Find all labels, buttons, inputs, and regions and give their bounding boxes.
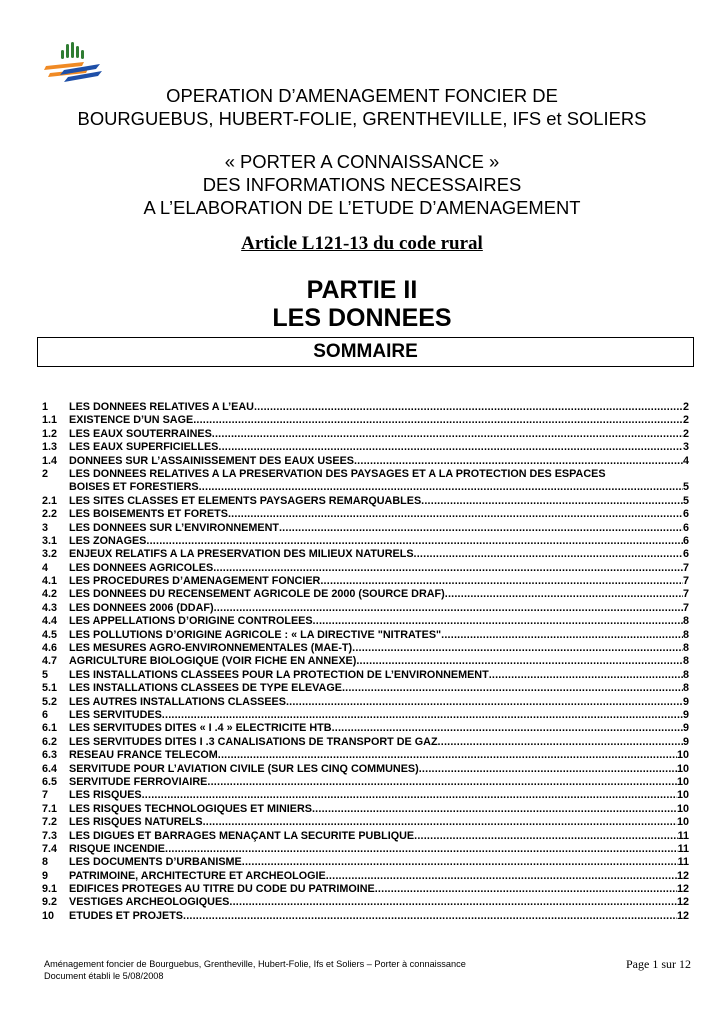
- toc-entry-title: LES INSTALLATIONS CLASSEES DE TYPE ELEVAGE: [69, 682, 342, 695]
- toc-entry-number: 8: [42, 856, 49, 869]
- sommaire-heading: SOMMAIRE: [37, 337, 694, 367]
- toc-entry-title: LES SITES CLASSES ET ELEMENTS PAYSAGERS REMARQUABLES: [69, 494, 422, 507]
- toc-entry-title: LES RISQUES NATURELS: [69, 816, 203, 829]
- footer-text: [44, 958, 466, 982]
- toc-entry-title: LES DONNEES RELATIVES A L’EAU: [69, 401, 254, 413]
- toc-entry-title: SERVITUDE POUR L’AVIATION CIVILE (SUR LES CINQ COMMUNES): [69, 762, 419, 775]
- toc-entry-number: 1: [42, 401, 49, 413]
- toc-entry-page: 7: [682, 601, 689, 614]
- toc-entry-number: 5.2: [42, 695, 58, 708]
- toc-dot-leader: [212, 428, 683, 441]
- toc-entry-number: 1.3: [42, 441, 58, 454]
- toc-entry-page: 8: [682, 668, 689, 681]
- toc-dot-leader: [312, 803, 677, 816]
- toc-entry[interactable]: [42, 455, 689, 468]
- toc-entry-title: RESEAU FRANCE TELECOM: [69, 749, 218, 762]
- toc-entry-page: 11: [677, 829, 689, 842]
- toc-dot-leader: [320, 575, 683, 588]
- toc-entry-number: 6: [42, 708, 49, 721]
- toc-entry-page: 7: [682, 575, 689, 588]
- toc-entry-title: LES POLLUTIONS D’ORIGINE AGRICOLE : « LA DIRECTIVE "NITRATES": [69, 628, 442, 641]
- toc-entry[interactable]: [42, 629, 689, 642]
- toc-entry[interactable]: [42, 441, 689, 454]
- toc-dot-leader: [414, 830, 677, 843]
- toc-entry[interactable]: [42, 575, 689, 588]
- toc-entry-page: 8: [682, 682, 689, 695]
- toc-entry[interactable]: [42, 816, 689, 829]
- toc-entry[interactable]: [42, 870, 689, 883]
- toc-entry-page: 10: [676, 775, 689, 788]
- toc-entry-number: 2.1: [42, 494, 58, 507]
- toc-entry-page: 7: [682, 561, 689, 574]
- toc-entry-title: LES EAUX SOUTERRAINES: [69, 427, 212, 440]
- toc-dot-leader: [218, 441, 683, 454]
- toc-entry-number: 3.2: [42, 548, 58, 561]
- toc-dot-leader: [332, 722, 683, 735]
- toc-entry-number: 1.1: [42, 414, 58, 427]
- toc-entry-page: 9: [682, 735, 689, 748]
- toc-dot-leader: [242, 856, 678, 869]
- toc-entry-page: 9: [682, 708, 689, 721]
- toc-entry-title: LES DONNEES DU RECENSEMENT AGRICOLE DE 2000 (SOURCE DRAF): [69, 588, 445, 601]
- toc-entry[interactable]: [42, 508, 689, 521]
- toc-entry-title: LES DONNEES SUR L’ENVIRONNEMENT: [69, 521, 279, 534]
- toc-entry-title: LES DONNEES 2006 (DDAF): [69, 601, 214, 614]
- toc-entry-page: 5: [682, 481, 689, 494]
- toc-entry-title: LES ZONAGES: [69, 534, 147, 547]
- toc-entry[interactable]: [42, 602, 689, 615]
- toc-entry-title: AGRICULTURE BIOLOGIQUE (VOIR FICHE EN ANNEXE): [69, 655, 357, 668]
- toc-entry-title: VESTIGES ARCHEOLOGIQUES: [69, 896, 230, 909]
- toc-entry-title: BOISES ET FORESTIERS: [69, 481, 199, 494]
- toc-entry[interactable]: [42, 481, 689, 494]
- toc-entry[interactable]: [42, 830, 689, 843]
- toc-entry-number: 4.4: [42, 615, 58, 628]
- toc-entry-title: LES AUTRES INSTALLATIONS CLASSEES: [69, 695, 286, 708]
- toc-entry-number: 6.4: [42, 762, 58, 775]
- toc-entry-number: 7.3: [42, 829, 58, 842]
- toc-entry-title: SERVITUDE FERROVIAIRE: [69, 775, 208, 788]
- toc-entry[interactable]: [42, 414, 689, 427]
- toc-entry-title: LES EAUX SUPERFICIELLES: [69, 441, 219, 454]
- table-of-contents: [42, 401, 689, 923]
- toc-entry-page: 8: [682, 655, 689, 668]
- toc-entry-page: 8: [682, 642, 689, 655]
- toc-entry-title: LES SERVITUDES DITES « I .4 » ELECTRICITE HTB: [69, 722, 332, 735]
- toc-entry[interactable]: [42, 910, 689, 923]
- title-line-2: BOURGUEBUS, HUBERT-FOLIE, GRENTHEVILLE, IFS et SOLIERS: [77, 108, 647, 129]
- toc-entry-number: 4: [42, 561, 49, 574]
- toc-entry-number: 2.2: [42, 508, 58, 521]
- toc-dot-leader: [193, 414, 683, 427]
- toc-entry-title: ENJEUX RELATIFS A LA PRESERVATION DES MILIEUX NATURELS: [69, 548, 414, 561]
- toc-entry-number: 4.1: [42, 575, 58, 588]
- toc-entry-number: 7.1: [42, 802, 58, 815]
- partie-heading: [0, 276, 724, 332]
- toc-dot-leader: [142, 789, 677, 802]
- toc-entry-number: 9: [42, 869, 49, 882]
- toc-entry[interactable]: [42, 535, 689, 548]
- toc-dot-leader: [375, 883, 677, 896]
- toc-dot-leader: [438, 736, 683, 749]
- toc-dot-leader: [146, 535, 683, 548]
- toc-entry-page: 12: [676, 869, 689, 882]
- toc-entry-page: 10: [676, 816, 689, 829]
- toc-entry-title: EDIFICES PROTEGES AU TITRE DU CODE DU PATRIMOINE: [69, 883, 375, 896]
- toc-entry-number: 3: [42, 521, 49, 534]
- toc-entry[interactable]: [42, 776, 689, 789]
- toc-entry-title: LES DONNEES RELATIVES A LA PRESERVATION DES PAYSAGES ET A LA PROTECTION DES ESPACES: [69, 467, 606, 480]
- toc-dot-leader: [326, 870, 677, 883]
- toc-entry[interactable]: [42, 682, 689, 695]
- toc-dot-leader: [286, 696, 683, 709]
- toc-entry-number: 6.5: [42, 775, 58, 788]
- toc-entry-number: 6.1: [42, 722, 58, 735]
- toc-entry-number: 10: [42, 909, 55, 922]
- toc-entry-page: 4: [682, 454, 689, 467]
- toc-entry-page: 2: [682, 427, 689, 440]
- toc-entry-title: LES DIGUES ET BARRAGES MENAÇANT LA SECURITE PUBLIQUE: [69, 829, 415, 842]
- toc-entry-number: 7: [42, 789, 49, 802]
- toc-entry[interactable]: [42, 495, 689, 508]
- toc-entry-number: 7.2: [42, 816, 58, 829]
- toc-entry-title: DONNEES SUR L’ASSAINISSEMENT DES EAUX USEES: [69, 454, 354, 467]
- footer-line-1: Aménagement foncier de Bourguebus, Grentheville, Hubert-Folie, Ifs et Soliers – Porter à connaissance: [44, 959, 466, 969]
- toc-entry-page: 12: [676, 909, 689, 922]
- subtitle-line-1: « PORTER A CONNAISSANCE »: [224, 151, 500, 172]
- toc-entry-number: 2: [42, 467, 49, 480]
- subtitle-line-2: DES INFORMATIONS NECESSAIRES: [202, 174, 522, 195]
- toc-entry[interactable]: [42, 401, 689, 414]
- toc-entry-page: 8: [682, 628, 689, 641]
- regional-logo-icon: [44, 42, 102, 82]
- toc-entry-number: 9.1: [42, 883, 58, 896]
- toc-entry-page: 8: [682, 615, 689, 628]
- toc-entry[interactable]: [42, 763, 689, 776]
- toc-entry-title: LES RISQUES: [69, 789, 142, 802]
- toc-entry-page: 10: [676, 802, 689, 815]
- page-number: Page 1 sur 12: [626, 957, 691, 971]
- toc-entry-number: 1.4: [42, 454, 58, 467]
- toc-entry-page: 12: [676, 896, 689, 909]
- toc-entry-page: 10: [676, 749, 689, 762]
- toc-dot-leader: [203, 816, 677, 829]
- toc-entry-title: LES DOCUMENTS D’URBANISME: [69, 856, 242, 869]
- toc-entry-title: LES INSTALLATIONS CLASSEES POUR LA PROTECTION DE L’ENVIRONNEMENT: [69, 668, 489, 681]
- toc-dot-leader: [356, 655, 683, 668]
- toc-entry-number: 5.1: [42, 682, 58, 695]
- toc-entry-page: 2: [682, 414, 689, 427]
- toc-dot-leader: [342, 682, 683, 695]
- toc-entry[interactable]: [42, 856, 689, 869]
- toc-entry-page: 2: [682, 401, 689, 413]
- toc-dot-leader: [214, 602, 683, 615]
- toc-entry-title: LES MESURES AGRO-ENVIRONNEMENTALES (MAE-T): [69, 642, 353, 655]
- toc-dot-leader: [352, 642, 683, 655]
- toc-dot-leader: [213, 562, 683, 575]
- toc-entry-number: 4.6: [42, 642, 58, 655]
- toc-entry[interactable]: [42, 696, 689, 709]
- toc-entry-title: LES SERVITUDES DITES I .3 CANALISATIONS DE TRANSPORT DE GAZ: [69, 735, 438, 748]
- subtitle-line-3: A L’ELABORATION DE L’ETUDE D’AMENAGEMENT: [143, 197, 581, 218]
- toc-dot-leader: [421, 495, 683, 508]
- toc-dot-leader: [165, 843, 678, 856]
- toc-entry[interactable]: [42, 883, 689, 896]
- toc-entry-number: 1.2: [42, 427, 58, 440]
- toc-entry-title: ETUDES ET PROJETS: [69, 909, 183, 922]
- article-reference: Article L121-13 du code rural: [241, 233, 483, 254]
- toc-entry-page: 10: [676, 789, 689, 802]
- footer-line-2: Document établi le 5/08/2008: [44, 971, 164, 981]
- toc-entry-title: RISQUE INCENDIE: [69, 842, 165, 855]
- toc-dot-leader: [183, 910, 677, 923]
- toc-dot-leader: [445, 588, 683, 601]
- toc-entry-number: 3.1: [42, 534, 58, 547]
- toc-dot-leader: [218, 749, 677, 762]
- toc-entry-title: EXISTENCE D’UN SAGE: [69, 414, 194, 427]
- toc-dot-leader: [414, 548, 683, 561]
- toc-dot-leader: [354, 455, 683, 468]
- toc-dot-leader: [441, 629, 683, 642]
- toc-entry-page: 3: [682, 441, 689, 454]
- toc-entry-number: 5: [42, 668, 49, 681]
- toc-entry-number: 4.5: [42, 628, 58, 641]
- toc-entry-number: 6.3: [42, 749, 58, 762]
- toc-entry[interactable]: [42, 522, 689, 535]
- toc-entry[interactable]: [42, 468, 689, 481]
- toc-entry[interactable]: [42, 655, 689, 668]
- toc-entry-title: LES SERVITUDES: [69, 708, 162, 721]
- toc-entry[interactable]: [42, 736, 689, 749]
- toc-entry-number: 4.7: [42, 655, 58, 668]
- toc-entry-page: 12: [676, 883, 689, 896]
- toc-entry-title: LES RISQUES TECHNOLOGIQUES ET MINIERS: [69, 802, 312, 815]
- toc-entry-page: 9: [682, 722, 689, 735]
- toc-entry-page: 6: [682, 521, 689, 534]
- toc-dot-leader: [229, 896, 677, 909]
- toc-entry[interactable]: [42, 642, 689, 655]
- toc-entry-title: LES DONNEES AGRICOLES: [69, 561, 214, 574]
- toc-entry[interactable]: [42, 709, 689, 722]
- toc-entry-page: 11: [677, 856, 689, 869]
- toc-entry-page: 9: [682, 695, 689, 708]
- toc-entry-page: 5: [682, 494, 689, 507]
- toc-entry[interactable]: [42, 749, 689, 762]
- toc-dot-leader: [162, 709, 683, 722]
- toc-entry[interactable]: [42, 843, 689, 856]
- toc-entry-number: 4.2: [42, 588, 58, 601]
- toc-entry[interactable]: [42, 896, 689, 909]
- toc-entry-page: 6: [682, 548, 689, 561]
- title-line-1: OPERATION D’AMENAGEMENT FONCIER DE: [166, 85, 558, 106]
- toc-entry[interactable]: [42, 722, 689, 735]
- toc-dot-leader: [489, 669, 683, 682]
- toc-entry-number: 6.2: [42, 735, 58, 748]
- toc-dot-leader: [199, 481, 683, 494]
- toc-entry[interactable]: [42, 789, 689, 802]
- toc-entry-title: PATRIMOINE, ARCHITECTURE ET ARCHEOLOGIE: [69, 869, 326, 882]
- toc-entry-page: 11: [677, 842, 689, 855]
- toc-entry[interactable]: [42, 615, 689, 628]
- toc-entry[interactable]: [42, 562, 689, 575]
- toc-dot-leader: [228, 508, 683, 521]
- toc-dot-leader: [419, 763, 677, 776]
- toc-entry-page: 10: [676, 762, 689, 775]
- toc-entry[interactable]: [42, 588, 689, 601]
- toc-entry-title: LES PROCEDURES D’AMENAGEMENT FONCIER: [69, 575, 321, 588]
- toc-entry-number: 4.3: [42, 601, 58, 614]
- toc-entry[interactable]: [42, 669, 689, 682]
- toc-entry[interactable]: [42, 428, 689, 441]
- toc-entry-number: 9.2: [42, 896, 58, 909]
- toc-dot-leader: [279, 522, 683, 535]
- toc-entry-number: 7.4: [42, 842, 58, 855]
- toc-entry-title: LES APPELLATIONS D’ORIGINE CONTROLEES: [69, 615, 313, 628]
- toc-entry-page: 6: [682, 534, 689, 547]
- toc-entry[interactable]: [42, 803, 689, 816]
- toc-entry[interactable]: [42, 548, 689, 561]
- toc-entry-page: 6: [682, 508, 689, 521]
- partie-line-2: LES DONNEES: [272, 304, 452, 332]
- toc-dot-leader: [207, 776, 677, 789]
- toc-dot-leader: [313, 615, 683, 628]
- partie-line-1: PARTIE II: [306, 276, 418, 304]
- toc-entry-page: 7: [682, 588, 689, 601]
- toc-entry-title: LES BOISEMENTS ET FORETS: [69, 508, 228, 521]
- toc-dot-leader: [254, 401, 683, 414]
